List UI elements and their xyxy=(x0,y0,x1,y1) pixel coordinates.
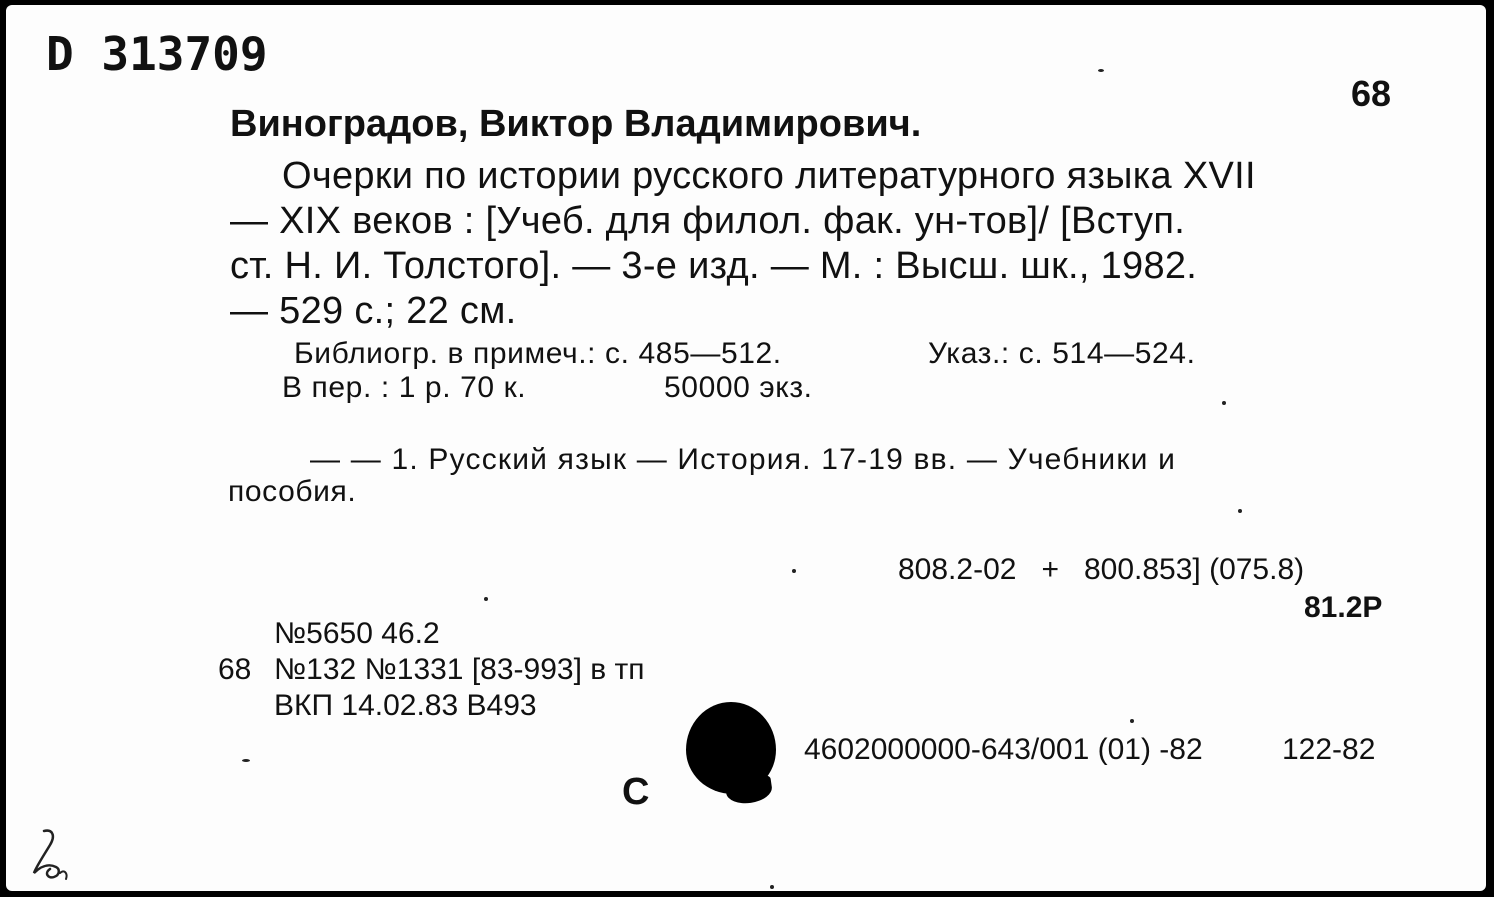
title-line-4: — 529 с.; 22 см. xyxy=(230,290,517,332)
bibliography-note: Библиогр. в примеч.: с. 485—512. xyxy=(294,337,782,370)
title-line-3: ст. Н. И. Толстого]. — 3-е изд. — М. : Высш. шк., 1982. xyxy=(230,245,1198,287)
index-note: Указ.: с. 514—524. xyxy=(928,337,1196,370)
speck xyxy=(1222,401,1226,405)
price-note: В пер. : 1 р. 70 к. xyxy=(282,371,527,404)
speck xyxy=(1238,509,1242,513)
registration-line-1: №5650 46.2 xyxy=(274,617,440,650)
registration-line-3: ВКП 14.02.83 В493 xyxy=(274,689,537,722)
speck xyxy=(770,885,774,889)
handwritten-mark xyxy=(26,823,86,883)
author-heading: Виноградов, Виктор Владимирович. xyxy=(230,103,922,145)
subject-line-1: — — 1. Русский язык — История. 17-19 вв. — Учебники и xyxy=(310,443,1177,476)
udc-index: 808.2-02 + 800.853] (075.8) xyxy=(898,553,1305,586)
copyright-mark: С xyxy=(622,771,650,813)
top-number: 68 xyxy=(1351,73,1392,114)
catalog-card xyxy=(6,5,1486,891)
registration-prefix: 68 xyxy=(218,653,252,686)
call-number: D 313709 xyxy=(46,27,268,81)
speck xyxy=(242,759,250,762)
speck xyxy=(484,597,488,601)
registration-line-2: №132 №1331 [83-993] в тп xyxy=(274,653,645,686)
speck xyxy=(1098,69,1104,72)
speck xyxy=(792,569,796,573)
title-line-1: Очерки по истории русского литературного языка XVII xyxy=(282,155,1256,197)
speck xyxy=(1130,719,1134,723)
order-number: 122-82 xyxy=(1282,733,1376,766)
title-line-2: — XIX веков : [Учеб. для филол. фак. ун-тов]/ [Вступ. xyxy=(230,200,1186,242)
subject-line-2: пособия. xyxy=(228,475,357,508)
copies-note: 50000 экз. xyxy=(664,371,813,404)
isbn-code: 4602000000-643/001 (01) -82 xyxy=(804,733,1203,766)
bbk-index: 81.2Р xyxy=(1304,591,1383,624)
